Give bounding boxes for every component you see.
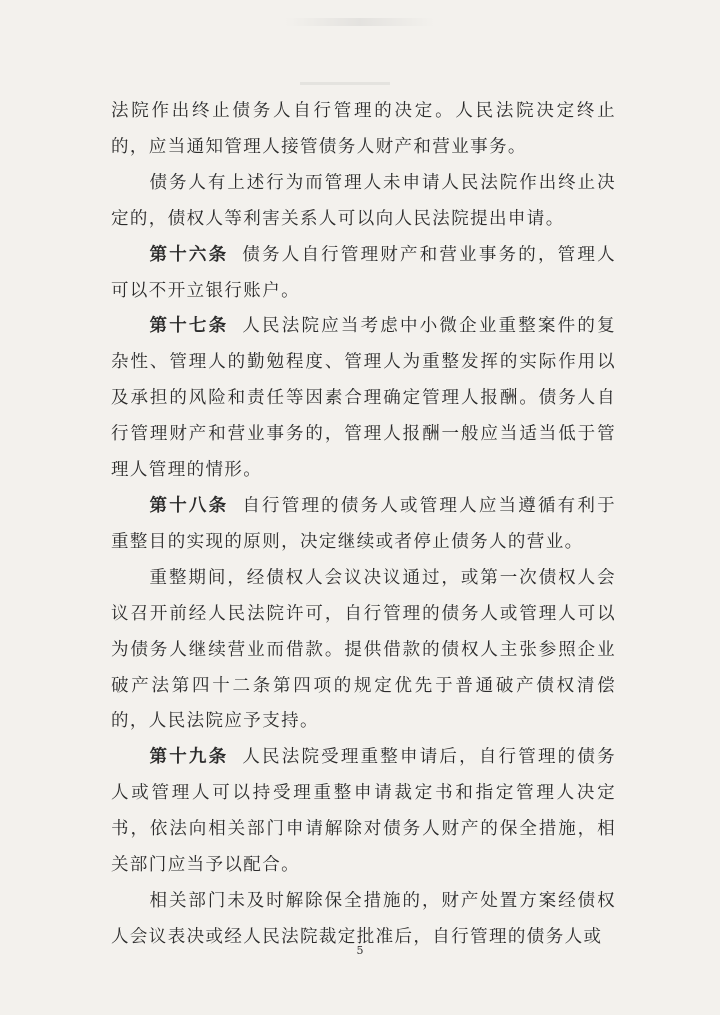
paragraph [111,740,616,884]
paragraph [111,561,616,741]
page-number: 5 [356,944,364,957]
paragraph-text: 人民法院受理重整申请后，自行管理的债务人或管理人可以持受理重整申请裁定书和指定管理人决定书，依法向相关部门申请解除对债务人财产的保全措施，相关部门应当予以配合。 [111,747,616,876]
paragraph [111,238,616,310]
scan-artifact [285,18,435,26]
paragraph-text: 债务人自行管理财产和营业事务的，管理人可以不开立银行账户。 [111,244,616,301]
article-number: 第十六条 [149,244,229,265]
article-number: 第十七条 [149,316,229,337]
paragraph-text: 债务人有上述行为而管理人未申请人民法院作出终止决定的，债权人等利害关系人可以向人民法院提出申请。 [111,172,616,229]
body-text [111,94,616,956]
scan-artifact [300,82,390,85]
paragraph [111,94,616,166]
paragraph-text: 自行管理的债务人或管理人应当遵循有利于重整目的实现的原则，决定继续或者停止债务人的营业。 [111,495,616,552]
article-number: 第十九条 [149,747,229,768]
paragraph [111,166,616,238]
paragraph-text: 重整期间，经债权人会议决议通过，或第一次债权人会议召开前经人民法院许可，自行管理的债务人或管理人可以为债务人继续营业而借款。提供借款的债权人主张参照企业破产法第四十二条第四项的规定优先于普通破产债权清偿的，人民法院应予支持。 [111,567,616,732]
paragraph-text: 人民法院应当考虑中小微企业重整案件的复杂性、管理人的勤勉程度、管理人为重整发挥的实际作用以及承担的风险和责任等因素合理确定管理人报酬。债务人自行管理财产和营业事务的，管理人报酬一般应当适当低于管理人管理的情形。 [111,316,616,481]
paragraph-text: 法院作出终止债务人自行管理的决定。人民法院决定终止的，应当通知管理人接管债务人财产和营业事务。 [111,101,616,157]
paragraph-text: 相关部门未及时解除保全措施的，财产处置方案经债权人会议表决或经人民法院裁定批准后，自行管理的债务人或 [111,890,616,947]
paragraph [111,489,616,561]
paragraph [111,309,616,489]
article-number: 第十八条 [149,495,229,516]
